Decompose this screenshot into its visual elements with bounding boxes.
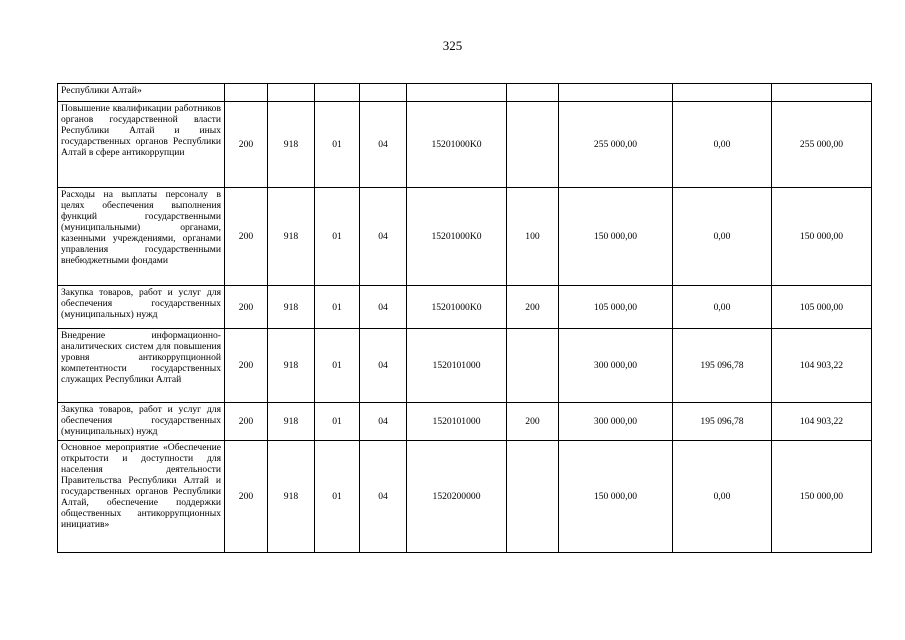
row-description: Внедрение информационно-аналитических систем для повышения уровня антикоррупционной компетентности государственных служащих Республики Алтай bbox=[58, 329, 225, 403]
row-description: Повышение квалификации работников органов государственной власти Республики Алтай и иных государственных органов Республики Алтай в сфере антикоррупции bbox=[58, 102, 225, 188]
cell-code-2: 918 bbox=[268, 188, 315, 286]
cell-target-article: 15201000K0 bbox=[407, 188, 507, 286]
cell-code-1: 200 bbox=[225, 188, 268, 286]
cell-amount-executed: 0,00 bbox=[673, 441, 772, 553]
cell-amount-remaining: 105 000,00 bbox=[772, 286, 872, 329]
cell-amount-planned: 105 000,00 bbox=[559, 286, 673, 329]
cell-amount-remaining: 150 000,00 bbox=[772, 188, 872, 286]
cell-code-2: 918 bbox=[268, 102, 315, 188]
table-row bbox=[58, 329, 872, 403]
cell-code-3 bbox=[315, 84, 360, 102]
cell-target-article: 1520101000 bbox=[407, 403, 507, 441]
table-row bbox=[58, 286, 872, 329]
cell-expense-type: 200 bbox=[507, 403, 559, 441]
cell-amount-planned: 255 000,00 bbox=[559, 102, 673, 188]
cell-code-2: 918 bbox=[268, 329, 315, 403]
cell-target-article: 15201000K0 bbox=[407, 286, 507, 329]
table-row bbox=[58, 188, 872, 286]
cell-code-3: 01 bbox=[315, 102, 360, 188]
cell-amount-planned: 300 000,00 bbox=[559, 403, 673, 441]
cell-code-4: 04 bbox=[360, 329, 407, 403]
row-description: Расходы на выплаты персоналу в целях обеспечения выполнения функций государственными (муниципальными) органами, казенными учреждениями, органами управления государственными внебюджетными фондами bbox=[58, 188, 225, 286]
cell-code-4: 04 bbox=[360, 188, 407, 286]
cell-amount-planned bbox=[559, 84, 673, 102]
cell-code-3: 01 bbox=[315, 329, 360, 403]
cell-code-1: 200 bbox=[225, 403, 268, 441]
cell-expense-type bbox=[507, 84, 559, 102]
cell-amount-executed bbox=[673, 84, 772, 102]
cell-amount-remaining: 255 000,00 bbox=[772, 102, 872, 188]
cell-code-2: 918 bbox=[268, 441, 315, 553]
cell-amount-remaining: 104 903,22 bbox=[772, 403, 872, 441]
cell-code-4: 04 bbox=[360, 286, 407, 329]
cell-amount-remaining bbox=[772, 84, 872, 102]
table-row bbox=[58, 403, 872, 441]
cell-expense-type: 100 bbox=[507, 188, 559, 286]
cell-amount-remaining: 104 903,22 bbox=[772, 329, 872, 403]
table-row bbox=[58, 84, 872, 102]
cell-amount-executed: 0,00 bbox=[673, 188, 772, 286]
cell-amount-executed: 0,00 bbox=[673, 102, 772, 188]
cell-code-4: 04 bbox=[360, 403, 407, 441]
cell-amount-executed: 195 096,78 bbox=[673, 403, 772, 441]
cell-code-3: 01 bbox=[315, 286, 360, 329]
cell-amount-planned: 300 000,00 bbox=[559, 329, 673, 403]
cell-target-article: 1520200000 bbox=[407, 441, 507, 553]
cell-expense-type bbox=[507, 329, 559, 403]
cell-code-1 bbox=[225, 84, 268, 102]
row-description: Республики Алтай» bbox=[58, 84, 225, 102]
cell-target-article bbox=[407, 84, 507, 102]
cell-amount-planned: 150 000,00 bbox=[559, 188, 673, 286]
cell-code-2: 918 bbox=[268, 286, 315, 329]
row-description: Основное мероприятие «Обеспечение открытости и доступности для населения деятельности Правительства Республики Алтай и государственных органов Республики Алтай, обеспечение поддержки общественных антикоррупционных инициатив» bbox=[58, 441, 225, 553]
table-row bbox=[58, 441, 872, 553]
cell-code-4: 04 bbox=[360, 102, 407, 188]
table-row bbox=[58, 102, 872, 188]
cell-code-2: 918 bbox=[268, 403, 315, 441]
cell-amount-executed: 195 096,78 bbox=[673, 329, 772, 403]
row-description: Закупка товаров, работ и услуг для обеспечения государственных (муниципальных) нужд bbox=[58, 403, 225, 441]
cell-code-4: 04 bbox=[360, 441, 407, 553]
cell-code-1: 200 bbox=[225, 441, 268, 553]
cell-code-1: 200 bbox=[225, 102, 268, 188]
cell-code-4 bbox=[360, 84, 407, 102]
cell-code-3: 01 bbox=[315, 403, 360, 441]
cell-code-2 bbox=[268, 84, 315, 102]
cell-amount-remaining: 150 000,00 bbox=[772, 441, 872, 553]
cell-expense-type: 200 bbox=[507, 286, 559, 329]
cell-expense-type bbox=[507, 441, 559, 553]
cell-target-article: 1520101000 bbox=[407, 329, 507, 403]
cell-amount-planned: 150 000,00 bbox=[559, 441, 673, 553]
row-description: Закупка товаров, работ и услуг для обеспечения государственных (муниципальных) нужд bbox=[58, 286, 225, 329]
cell-expense-type bbox=[507, 102, 559, 188]
cell-code-3: 01 bbox=[315, 441, 360, 553]
budget-table bbox=[57, 83, 872, 553]
page-number: 325 bbox=[442, 38, 463, 53]
cell-code-1: 200 bbox=[225, 286, 268, 329]
cell-amount-executed: 0,00 bbox=[673, 286, 772, 329]
cell-target-article: 15201000K0 bbox=[407, 102, 507, 188]
cell-code-3: 01 bbox=[315, 188, 360, 286]
cell-code-1: 200 bbox=[225, 329, 268, 403]
